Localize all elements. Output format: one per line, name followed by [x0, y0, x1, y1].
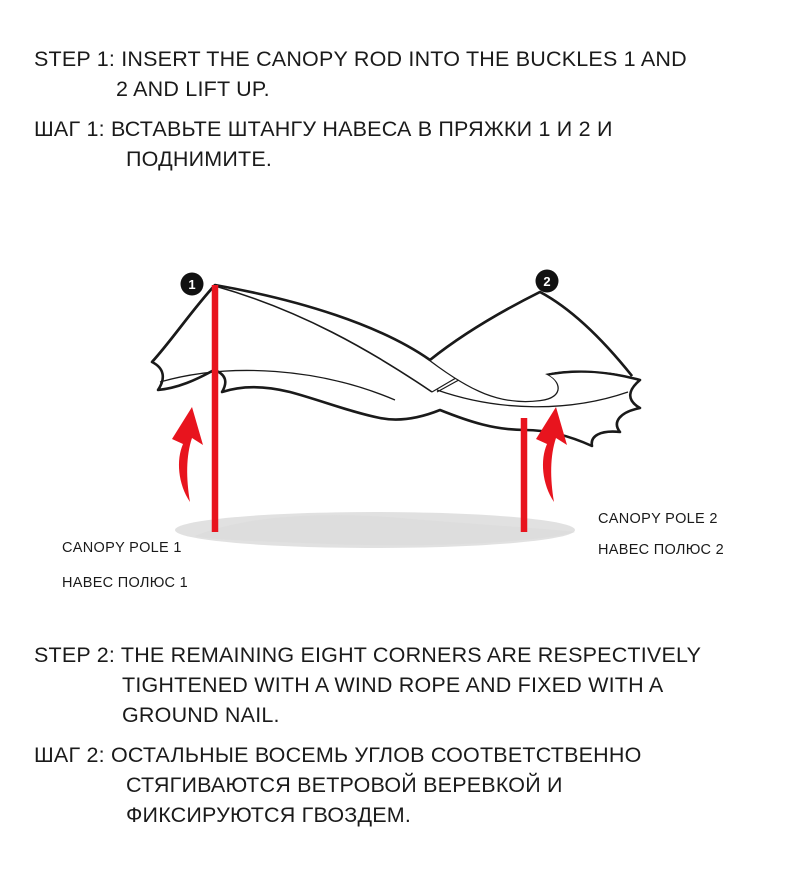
step-1-russian-line-1: ШАГ 1: ВСТАВЬТЕ ШТАНГУ НАВЕСА В ПРЯЖКИ 1 И 2 И: [34, 117, 613, 141]
canopy-pole-2-label-ru: НАВЕС ПОЛЮС 2: [598, 542, 724, 558]
step-1-english: [34, 44, 774, 104]
step-2-russian-line-1: ШАГ 2: ОСТАЛЬНЫЕ ВОСЕМЬ УГЛОВ СООТВЕТСТВЕННО: [34, 743, 642, 767]
step-2-russian-line-2: СТЯГИВАЮТСЯ ВЕТРОВОЙ ВЕРЕВКОЙ И: [126, 773, 563, 797]
step-2-instructions: [34, 640, 786, 840]
canopy-pole-2-label-en: CANOPY POLE 2: [598, 511, 718, 527]
step-2-russian-line-3: ФИКСИРУЮТСЯ ГВОЗДЕМ.: [126, 803, 412, 827]
lift-arrow-left: [172, 407, 203, 502]
step-2-english-line-2: TIGHTENED WITH A WIND ROPE AND FIXED WITH A: [122, 673, 664, 697]
step-1-english-line-2: 2 AND LIFT UP.: [116, 77, 270, 101]
buckle-badge-2: [536, 270, 559, 293]
buckle-badge-2-label: 2: [543, 274, 551, 289]
canopy-diagram: [0, 240, 800, 620]
step-2-russian: [34, 740, 786, 830]
canopy-pole-1-label-ru: НАВЕС ПОЛЮС 1: [62, 575, 188, 591]
step-2-english: [34, 640, 786, 730]
buckle-badge-1-label: 1: [188, 277, 196, 292]
buckle-badge-1: [181, 273, 204, 296]
step-1-russian: [34, 114, 774, 174]
step-1-russian-line-2: ПОДНИМИТЕ.: [126, 147, 273, 171]
step-2-english-line-1: STEP 2: THE REMAINING EIGHT CORNERS ARE RESPECTIVELY: [34, 643, 702, 667]
step-1-english-line-1: STEP 1: INSERT THE CANOPY ROD INTO THE BUCKLES 1 AND: [34, 47, 687, 71]
step-2-english-line-3: GROUND NAIL.: [122, 703, 280, 727]
step-1-instructions: [34, 44, 774, 184]
canopy-pole-1-label-en: CANOPY POLE 1: [62, 540, 182, 556]
